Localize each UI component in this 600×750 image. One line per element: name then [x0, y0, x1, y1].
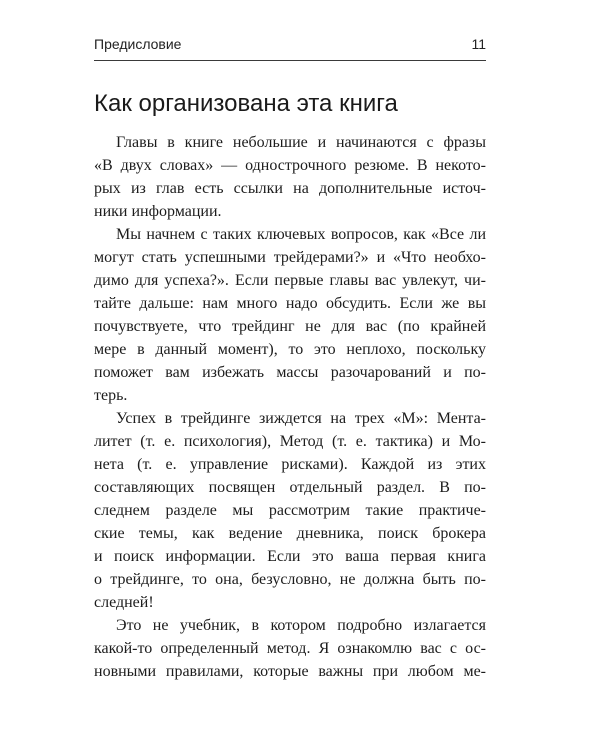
text-line: какой-то определенный метод. Я ознакомлю вас с ос-	[94, 640, 486, 657]
running-head	[94, 36, 486, 58]
text-line: димо для успеха?». Если первые главы вас увлекут, чи-	[94, 272, 486, 289]
running-head-section-title: Предисловие	[94, 36, 182, 52]
section-heading: Как организована эта книга	[94, 90, 398, 117]
text-line: поможет вам избежать массы разочарований и по-	[94, 364, 486, 381]
text-line: мере в данный момент), то это неплохо, поскольку	[94, 341, 486, 358]
text-line: могут стать успешными трейдерами?» и «Что необхо-	[94, 249, 486, 266]
text-line: составляющих посвящен отдельный раздел. В по-	[94, 479, 486, 496]
paragraph-3	[94, 407, 486, 614]
text-line: терь.	[94, 387, 128, 404]
text-line: ские темы, как ведение дневника, поиск брокера	[94, 525, 486, 542]
text-line: почувствуете, что трейдинг не для вас (по крайней	[94, 318, 486, 335]
header-rule	[94, 60, 486, 61]
paragraph-2	[94, 223, 486, 407]
text-line: новными правилами, которые важны при любом ме-	[94, 663, 486, 680]
text-line: следнем разделе мы рассмотрим такие практиче-	[94, 502, 486, 519]
text-line: литет (т. е. психология), Метод (т. е. тактика) и Мо-	[94, 433, 486, 450]
body-text	[94, 131, 486, 683]
text-line: о трейдинге, то она, безусловно, не должна быть по-	[94, 571, 486, 588]
text-line: тайте дальше: нам много надо обсудить. Если же вы	[94, 295, 486, 312]
paragraph-4	[94, 614, 486, 683]
text-line: Мы начнем с таких ключевых вопросов, как «Все ли	[116, 226, 486, 243]
text-line: Это не учебник, в котором подробно излагается	[116, 617, 486, 634]
text-line: рых из глав есть ссылки на дополнительные источ-	[94, 180, 486, 197]
text-line: и поиск информации. Если это ваша первая книга	[94, 548, 486, 565]
text-line: «В двух словах» — однострочного резюме. В некото-	[94, 157, 486, 174]
paragraph-1	[94, 131, 486, 223]
text-line: Главы в книге небольшие и начинаются с фразы	[116, 134, 486, 151]
text-line: следней!	[94, 594, 154, 611]
text-line: нета (т. е. управление рисками). Каждой из этих	[94, 456, 486, 473]
text-line: ники информации.	[94, 203, 222, 220]
text-line: Успех в трейдинге зиждется на трех «М»: Мента-	[116, 410, 486, 427]
page-number: 11	[471, 36, 486, 52]
